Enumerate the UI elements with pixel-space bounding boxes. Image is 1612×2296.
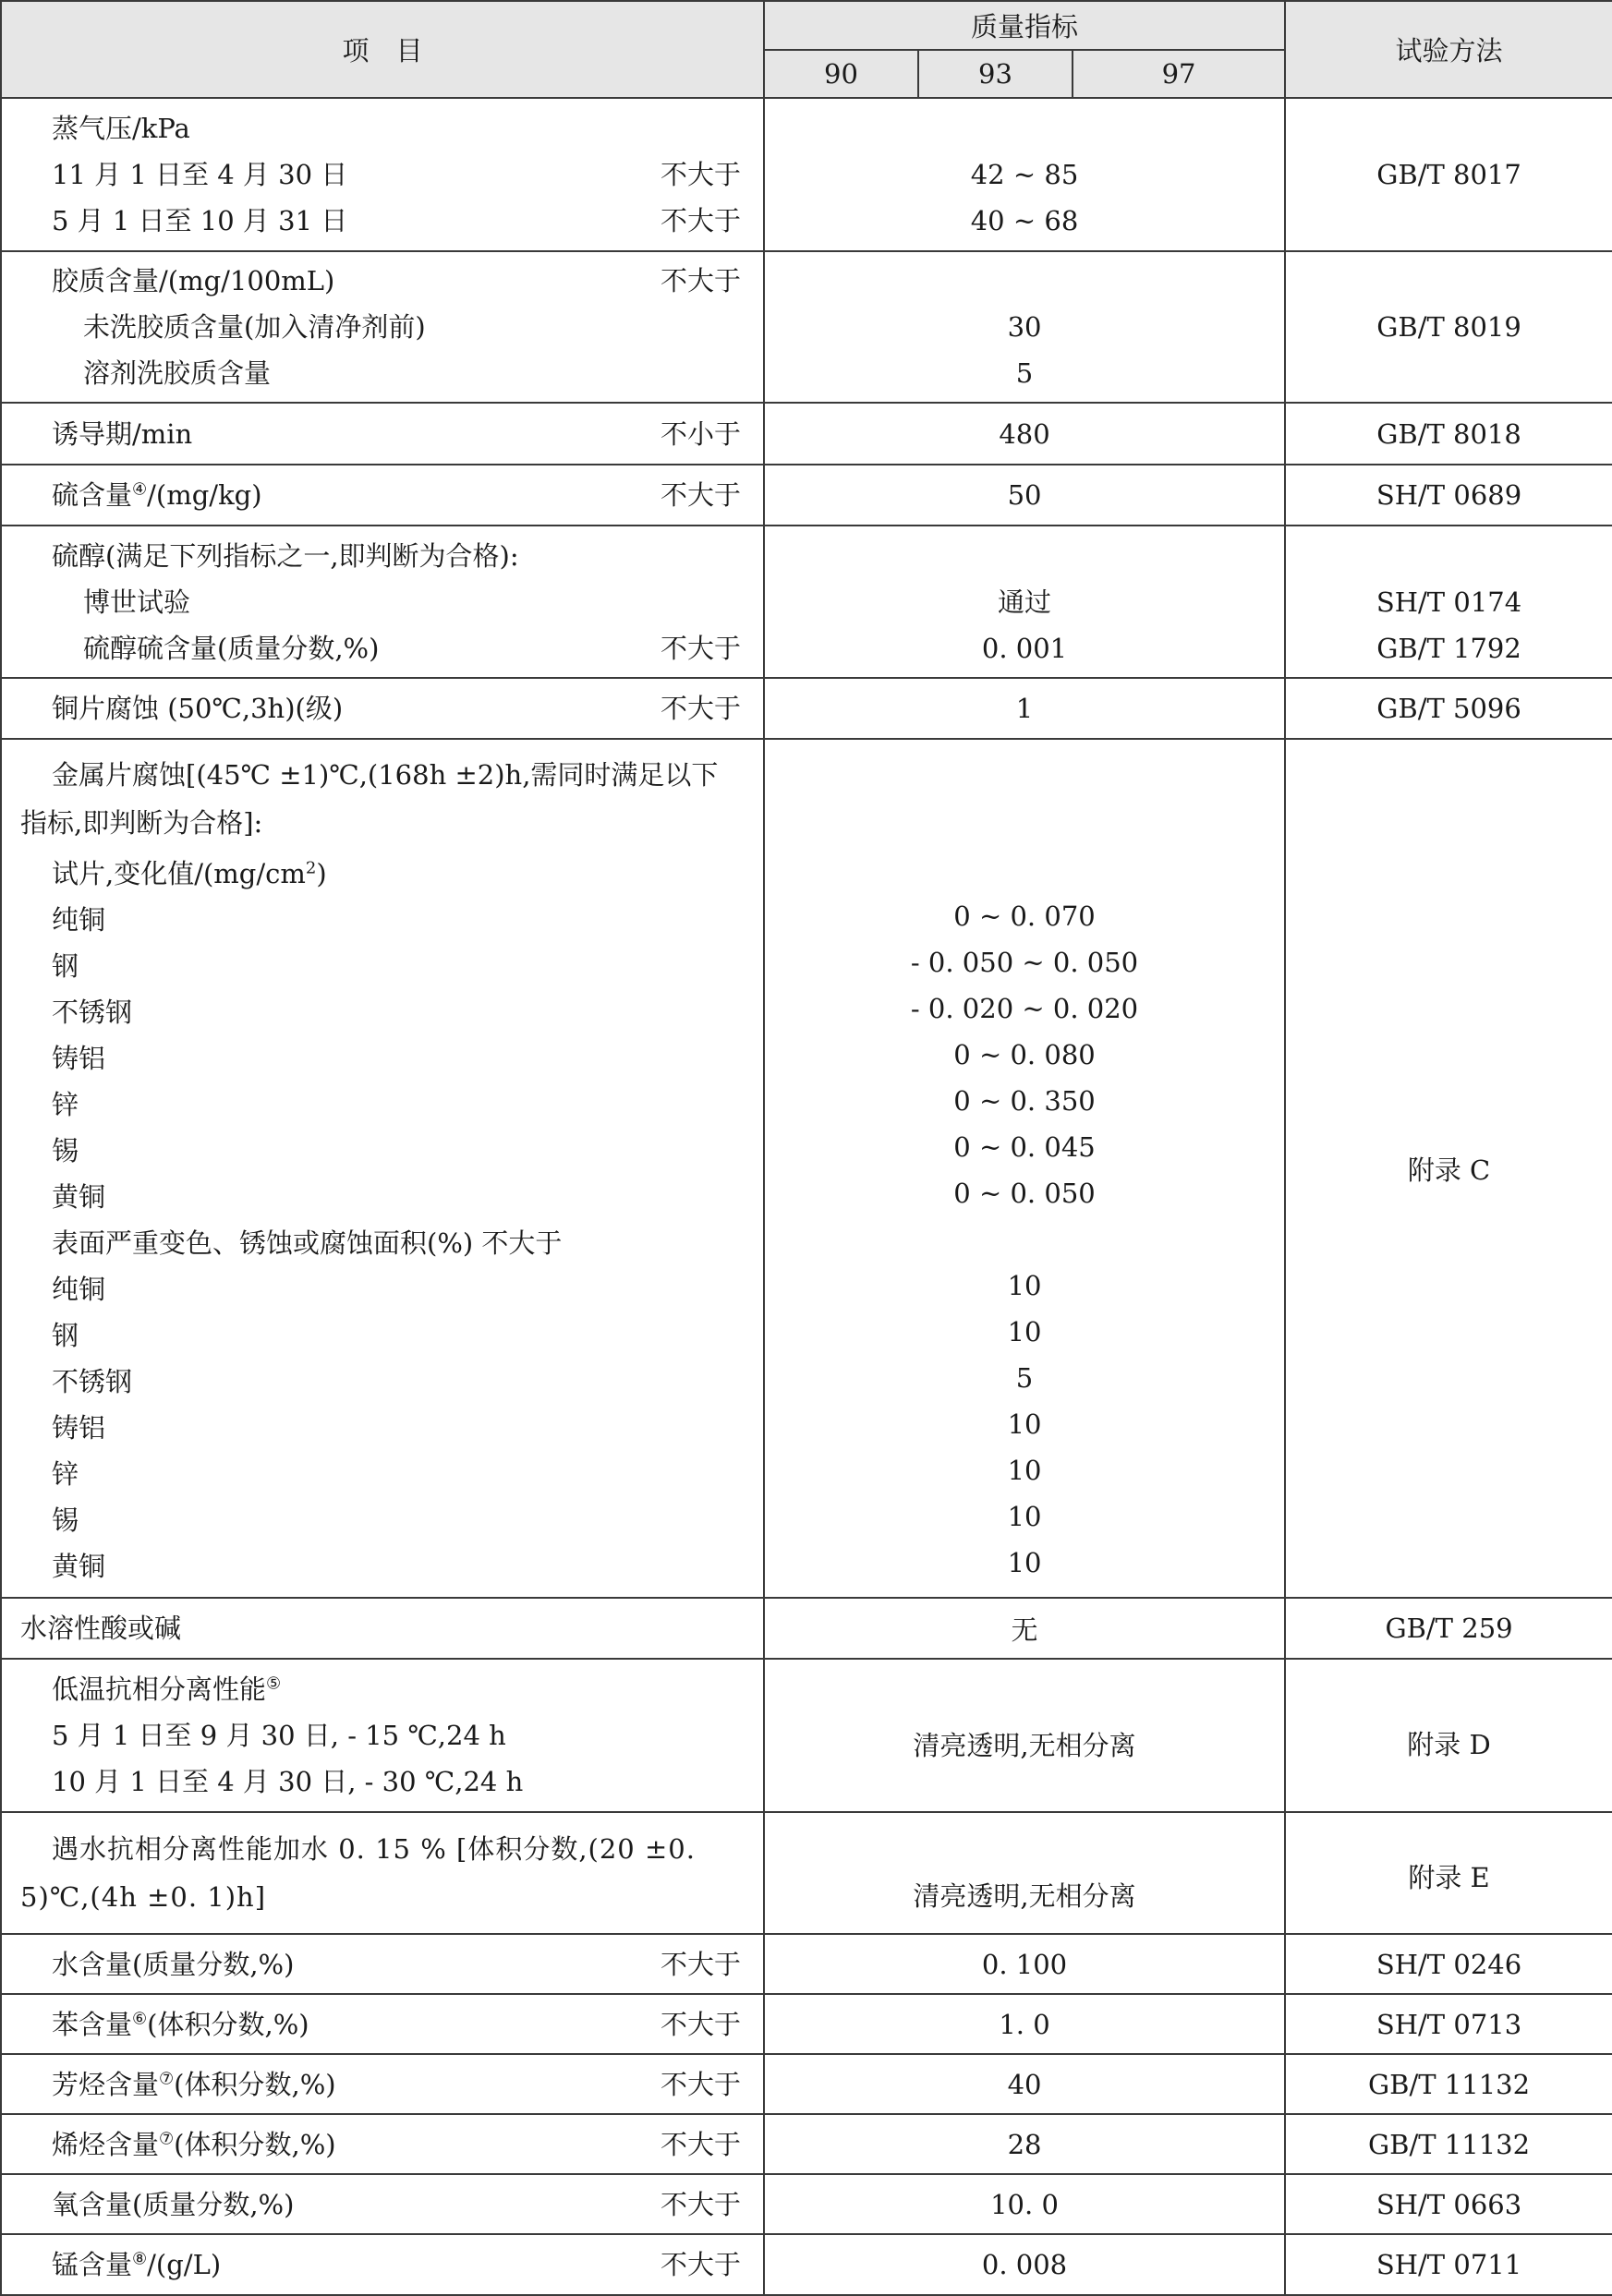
superscript: 2 bbox=[305, 858, 317, 878]
row-gum bbox=[1, 251, 1612, 403]
method-cell: GB/T 8017 bbox=[1285, 98, 1612, 251]
item-subline: 11 月 1 日至 4 月 30 日 bbox=[52, 159, 348, 190]
item-title: 硫含量 bbox=[52, 479, 133, 511]
method-cell: GB/T 11132 bbox=[1285, 2054, 1612, 2114]
footnote-mark: ④ bbox=[132, 479, 148, 500]
method-cell: GB/T 11132 bbox=[1285, 2114, 1612, 2174]
item-cell bbox=[1, 2234, 764, 2295]
row-benzene bbox=[1, 1994, 1612, 2054]
item-cell bbox=[1, 251, 764, 403]
item-cell bbox=[1, 98, 764, 251]
value-cell bbox=[764, 526, 1285, 678]
area-name: 纯铜 bbox=[52, 1274, 106, 1305]
item-cell bbox=[1, 465, 764, 526]
change-name: 纯铜 bbox=[52, 904, 106, 936]
row-copper-corrosion bbox=[1, 678, 1612, 739]
method-cell: GB/T 5096 bbox=[1285, 678, 1612, 739]
value: 0. 001 bbox=[981, 632, 1068, 664]
item-title: 硫醇(满足下列指标之一,即判断为合格): bbox=[52, 539, 519, 572]
item-title: 遇水抗相分离性能加水 0. 15 % [体积分数,(20 ±0. 5)℃,(4h ±0. 1)h] bbox=[20, 1833, 696, 1913]
row-olefins bbox=[1, 2114, 1612, 2174]
method-cell bbox=[1285, 526, 1612, 678]
method-cell: SH/T 0711 bbox=[1285, 2234, 1612, 2295]
method: GB/T 1792 bbox=[1376, 632, 1521, 664]
footnote-mark: ⑧ bbox=[132, 2249, 148, 2269]
method-cell: SH/T 0663 bbox=[1285, 2174, 1612, 2234]
qualifier: 不大于 bbox=[660, 159, 741, 190]
row-low-temp-separation bbox=[1, 1659, 1612, 1812]
metal-area-list bbox=[20, 1266, 745, 1589]
change-name: 钢 bbox=[52, 950, 79, 982]
value-cell bbox=[764, 98, 1285, 251]
item-unit: (体积分数,%) bbox=[147, 2008, 309, 2040]
change-value: 0 ~ 0. 050 bbox=[953, 1178, 1096, 1209]
method-cell: SH/T 0689 bbox=[1285, 465, 1612, 526]
item-title: 诱导期/min bbox=[52, 417, 193, 450]
qualifier: 不大于 bbox=[660, 1948, 741, 1980]
method-cell bbox=[1285, 1812, 1612, 1934]
change-name: 锌 bbox=[52, 1089, 79, 1120]
method-cell bbox=[1285, 1659, 1612, 1812]
row-acid-alkali bbox=[1, 1598, 1612, 1659]
value-cell bbox=[764, 251, 1285, 403]
method-cell: SH/T 0246 bbox=[1285, 1934, 1612, 1994]
change-value: 0 ~ 0. 350 bbox=[953, 1085, 1096, 1117]
row-mercaptan bbox=[1, 526, 1612, 678]
item-cell bbox=[1, 739, 764, 1598]
value-cell: 1. 0 bbox=[764, 1994, 1285, 2054]
item-subline: 未洗胶质含量(加入清净剂前) bbox=[83, 311, 426, 343]
row-induction bbox=[1, 403, 1612, 465]
metal-area-values bbox=[772, 1263, 1277, 1586]
area-name: 黄铜 bbox=[52, 1551, 106, 1582]
item-cell bbox=[1, 1934, 764, 1994]
item-subline: 溶剂洗胶质含量 bbox=[83, 357, 272, 389]
item-cell bbox=[1, 403, 764, 465]
row-oxygen bbox=[1, 2174, 1612, 2234]
qualifier: 不大于 bbox=[660, 2068, 741, 2100]
row-aromatics bbox=[1, 2054, 1612, 2114]
area-value: 10 bbox=[1007, 1316, 1042, 1347]
header-grade-97: 97 bbox=[1073, 50, 1285, 98]
method-cell: GB/T 8018 bbox=[1285, 403, 1612, 465]
item-cell bbox=[1, 1598, 764, 1659]
area-value: 5 bbox=[1015, 1362, 1034, 1394]
value-cell bbox=[764, 1812, 1285, 1934]
item-title: 金属片腐蚀[(45℃ ±1)℃,(168h ±2)h,需同时满足以下指标,即判断为合格]: bbox=[20, 759, 719, 839]
item-cell bbox=[1, 1994, 764, 2054]
qualifier: 不小于 bbox=[660, 417, 741, 450]
area-name: 铸铝 bbox=[52, 1412, 106, 1444]
area-value: 10 bbox=[1007, 1270, 1042, 1301]
row-sulfur bbox=[1, 465, 1612, 526]
footnote-mark: ⑦ bbox=[159, 2128, 175, 2148]
item-cell bbox=[1, 1659, 764, 1812]
item-title: 烯烃含量 bbox=[52, 2128, 160, 2160]
value-cell: 1 bbox=[764, 678, 1285, 739]
method: 附录 E bbox=[1408, 1862, 1490, 1893]
qualifier: 不大于 bbox=[660, 205, 741, 236]
qualifier: 不大于 bbox=[660, 479, 741, 511]
area-name: 不锈钢 bbox=[52, 1366, 133, 1397]
value-cell: 无 bbox=[764, 1598, 1285, 1659]
change-name: 黄铜 bbox=[52, 1181, 106, 1213]
area-value: 10 bbox=[1007, 1501, 1042, 1532]
method: 附录 D bbox=[1407, 1729, 1491, 1760]
item-cell bbox=[1, 678, 764, 739]
table-header bbox=[1, 1, 1612, 98]
item-subline: 硫醇硫含量(质量分数,%) bbox=[83, 632, 380, 664]
header-item: 项 目 bbox=[1, 1, 764, 98]
item-unit: (体积分数,%) bbox=[174, 2128, 336, 2160]
qualifier: 不大于 bbox=[660, 2128, 741, 2160]
area-value: 10 bbox=[1007, 1547, 1042, 1578]
item-title: 水溶性酸或碱 bbox=[20, 1613, 182, 1644]
area-value: 10 bbox=[1007, 1455, 1042, 1486]
value-cell: 50 bbox=[764, 465, 1285, 526]
qualifier: 不大于 bbox=[660, 2249, 741, 2280]
item-subline: 10 月 1 日至 4 月 30 日, - 30 ℃,24 h bbox=[52, 1766, 524, 1797]
item-subtitle-end: ) bbox=[316, 858, 327, 889]
method-cell: 附录 C bbox=[1285, 739, 1612, 1598]
item-subline: 5 月 1 日至 10 月 31 日 bbox=[52, 205, 348, 236]
row-water-separation bbox=[1, 1812, 1612, 1934]
item-cell bbox=[1, 2114, 764, 2174]
change-value: - 0. 020 ~ 0. 020 bbox=[910, 993, 1139, 1024]
change-name: 锡 bbox=[52, 1135, 79, 1166]
header-quality-index: 质量指标 bbox=[764, 1, 1285, 50]
item-title: 水含量(质量分数,%) bbox=[52, 1948, 295, 1980]
value-cell: 40 bbox=[764, 2054, 1285, 2114]
metal-change-values bbox=[772, 893, 1277, 1216]
footnote-mark: ⑥ bbox=[132, 2008, 148, 2028]
area-value: 10 bbox=[1007, 1408, 1042, 1440]
value: 42 ~ 85 bbox=[970, 159, 1079, 190]
change-value: 0 ~ 0. 070 bbox=[953, 900, 1096, 932]
value-cell: 0. 008 bbox=[764, 2234, 1285, 2295]
value: 清亮透明,无相分离 bbox=[913, 1880, 1136, 1912]
item-title: 氧含量(质量分数,%) bbox=[52, 2188, 295, 2220]
header-grade-93: 93 bbox=[918, 50, 1073, 98]
change-value: 0 ~ 0. 080 bbox=[953, 1039, 1096, 1070]
item-title: 低温抗相分离性能 bbox=[52, 1674, 267, 1705]
item-title: 胶质含量/(mg/100mL) bbox=[52, 265, 335, 296]
method: SH/T 0174 bbox=[1376, 586, 1522, 618]
row-manganese bbox=[1, 2234, 1612, 2295]
value-cell bbox=[764, 1659, 1285, 1812]
area-name: 锌 bbox=[52, 1458, 79, 1490]
item-cell bbox=[1, 2174, 764, 2234]
header-method: 试验方法 bbox=[1285, 1, 1612, 98]
area-name: 锡 bbox=[52, 1504, 79, 1536]
change-name: 不锈钢 bbox=[52, 997, 133, 1028]
value: 通过 bbox=[998, 586, 1052, 618]
value-cell: 28 bbox=[764, 2114, 1285, 2174]
qualifier: 不大于 bbox=[660, 265, 741, 296]
item-unit: /(g/L) bbox=[147, 2249, 222, 2280]
change-value: - 0. 050 ~ 0. 050 bbox=[910, 947, 1139, 978]
value-cell: 480 bbox=[764, 403, 1285, 465]
value-cell: 0. 100 bbox=[764, 1934, 1285, 1994]
value: 清亮透明,无相分离 bbox=[913, 1730, 1136, 1761]
item-unit: (体积分数,%) bbox=[174, 2068, 336, 2100]
method-cell: GB/T 8019 bbox=[1285, 251, 1612, 403]
item-subtitle: 表面严重变色、锈蚀或腐蚀面积(%) 不大于 bbox=[52, 1227, 563, 1259]
item-cell bbox=[1, 526, 764, 678]
item-title: 蒸气压/kPa bbox=[52, 113, 190, 144]
item-subtitle: 试片,变化值/(mg/cm bbox=[52, 858, 306, 889]
change-name: 铸铝 bbox=[52, 1043, 106, 1074]
header-grade-90: 90 bbox=[764, 50, 918, 98]
item-subline: 5 月 1 日至 9 月 30 日, - 15 ℃,24 h bbox=[52, 1720, 506, 1751]
item-cell bbox=[1, 1812, 764, 1934]
row-vapor-pressure bbox=[1, 98, 1612, 251]
item-title: 芳烃含量 bbox=[52, 2068, 160, 2100]
qualifier: 不大于 bbox=[660, 693, 741, 724]
value: 40 ~ 68 bbox=[970, 205, 1079, 236]
row-metal-corrosion bbox=[1, 739, 1612, 1598]
qualifier: 不大于 bbox=[660, 2008, 741, 2040]
item-unit: /(mg/kg) bbox=[147, 479, 262, 511]
method-cell: SH/T 0713 bbox=[1285, 1994, 1612, 2054]
qualifier: 不大于 bbox=[660, 632, 741, 664]
row-water-content bbox=[1, 1934, 1612, 1994]
item-subline: 博世试验 bbox=[83, 586, 191, 618]
footnote-mark: ⑤ bbox=[266, 1674, 282, 1694]
item-title: 铜片腐蚀 (50℃,3h)(级) bbox=[52, 693, 344, 724]
metal-change-list bbox=[20, 897, 745, 1220]
item-cell bbox=[1, 2054, 764, 2114]
value: 5 bbox=[1015, 357, 1034, 389]
footnote-mark: ⑦ bbox=[159, 2068, 175, 2088]
method-cell: GB/T 259 bbox=[1285, 1598, 1612, 1659]
qualifier: 不大于 bbox=[660, 2188, 741, 2220]
item-title: 苯含量 bbox=[52, 2008, 133, 2040]
area-name: 钢 bbox=[52, 1320, 79, 1351]
value: 30 bbox=[1007, 311, 1042, 343]
change-value: 0 ~ 0. 045 bbox=[953, 1131, 1096, 1163]
item-title: 锰含量 bbox=[52, 2249, 133, 2280]
value-cell bbox=[764, 739, 1285, 1598]
value-cell: 10. 0 bbox=[764, 2174, 1285, 2234]
